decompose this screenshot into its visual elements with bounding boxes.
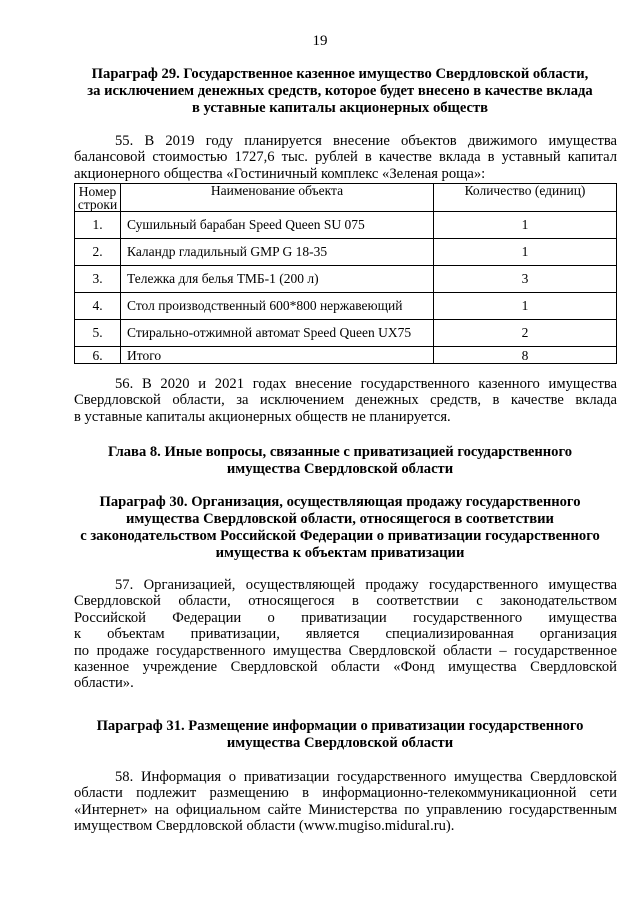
quantity: 8	[434, 347, 617, 364]
object-name: Стол производственный 600*800 нержавеющий	[121, 293, 434, 320]
item-58-text	[74, 769, 617, 835]
page-number: 19	[312, 33, 328, 49]
table-row-total	[75, 347, 617, 364]
heading-line: имущества Свердловской области	[226, 735, 454, 751]
header-object-name: Наименование объекта	[121, 184, 434, 212]
object-name: Тележка для белья ТМБ-1 (200 л)	[121, 266, 434, 293]
heading-line: Параграф 29. Государственное казенное имущество Свердловской области,	[91, 66, 589, 82]
quantity: 2	[434, 320, 617, 347]
row-number: 2.	[75, 239, 121, 266]
table-row	[75, 293, 617, 320]
text-line: имуществом Свердловской области (www.mugiso.midural.ru).	[74, 818, 455, 835]
paragraph-31-title	[60, 718, 620, 752]
row-number: 5.	[75, 320, 121, 347]
item-55-text	[74, 133, 617, 182]
table-header-row	[75, 184, 617, 212]
object-name: Сушильный барабан Speed Queen SU 075	[121, 212, 434, 239]
text-line: к объектам приватизации, является специализированная организация	[74, 626, 617, 643]
object-name: Стирально-отжимной автомат Speed Queen UX75	[121, 320, 434, 347]
header-quantity: Количество (единиц)	[434, 184, 617, 212]
row-number: 3.	[75, 266, 121, 293]
text-line: 56. В 2020 и 2021 годах внесение государственного казенного имущества	[115, 376, 617, 392]
heading-line: с законодательством Российской Федерации о приватизации государственного	[80, 528, 600, 544]
text-line: Свердловской области, относящегося в соответствии с законодательством	[74, 593, 617, 610]
header-row-number: Номер строки	[75, 184, 121, 212]
text-line: балансовой стоимостью 1727,6 тыс. рублей в качестве вклада в уставный капитал	[74, 149, 617, 166]
quantity: 1	[434, 239, 617, 266]
heading-line: Глава 8. Иные вопросы, связанные с приватизацией государственного	[107, 444, 573, 460]
object-name: Итого	[121, 347, 434, 364]
heading-line: за исключением денежных средств, которое будет внесено в качестве вклада	[87, 83, 593, 99]
objects-table	[74, 183, 617, 364]
object-name: Каландр гладильный GMP G 18-35	[121, 239, 434, 266]
heading-line: в уставные капиталы акционерных обществ	[191, 100, 489, 116]
row-number: 1.	[75, 212, 121, 239]
text-line: в уставные капиталы акционерных обществ не планируется.	[74, 408, 451, 425]
paragraph-29-title	[60, 66, 620, 117]
chapter-8-title	[60, 444, 620, 478]
table-row	[75, 320, 617, 347]
quantity: 1	[434, 212, 617, 239]
text-line: 57. Организацией, осуществляющей продажу государственного имущества	[115, 577, 617, 593]
text-line: акционерного общества «Гостиничный комплекс «Зеленая роща»:	[74, 165, 486, 182]
heading-line: Параграф 30. Организация, осуществляющая продажу государственного	[99, 494, 581, 510]
table-row	[75, 212, 617, 239]
text-line: Свердловской области, за исключением денежных средств, в качестве вклада	[74, 392, 617, 409]
text-line: 58. Информация о приватизации государственного имущества Свердловской	[115, 769, 617, 785]
text-line: Российской Федерации о приватизации государственного имущества	[74, 609, 617, 626]
quantity: 1	[434, 293, 617, 320]
text-line: области».	[74, 675, 134, 692]
row-number: 6.	[75, 347, 121, 364]
row-number: 4.	[75, 293, 121, 320]
heading-line: Параграф 31. Размещение информации о приватизации государственного	[96, 718, 584, 734]
text-line: «Интернет» на официальном сайте Министерства по управлению государственным	[74, 801, 617, 818]
heading-line: имущества Свердловской области	[226, 461, 454, 477]
paragraph-30-title	[60, 494, 620, 562]
table-row	[75, 239, 617, 266]
quantity: 3	[434, 266, 617, 293]
text-line: казенное учреждение Свердловской области «Фонд имущества Свердловской	[74, 658, 617, 675]
text-line: по продаже государственного имущества Свердловской области – государственное	[74, 642, 617, 659]
text-line: 55. В 2019 году планируется внесение объектов движимого имущества	[115, 133, 617, 149]
heading-line: имущества к объектам приватизации	[215, 545, 465, 561]
text-line: области подлежит размещению в информационно-телекоммуникационной сети	[74, 785, 617, 802]
item-56-text	[74, 376, 617, 425]
heading-line: имущества Свердловской области, относящегося в соответствии	[126, 511, 554, 527]
table-row	[75, 266, 617, 293]
item-57-text	[74, 577, 617, 692]
